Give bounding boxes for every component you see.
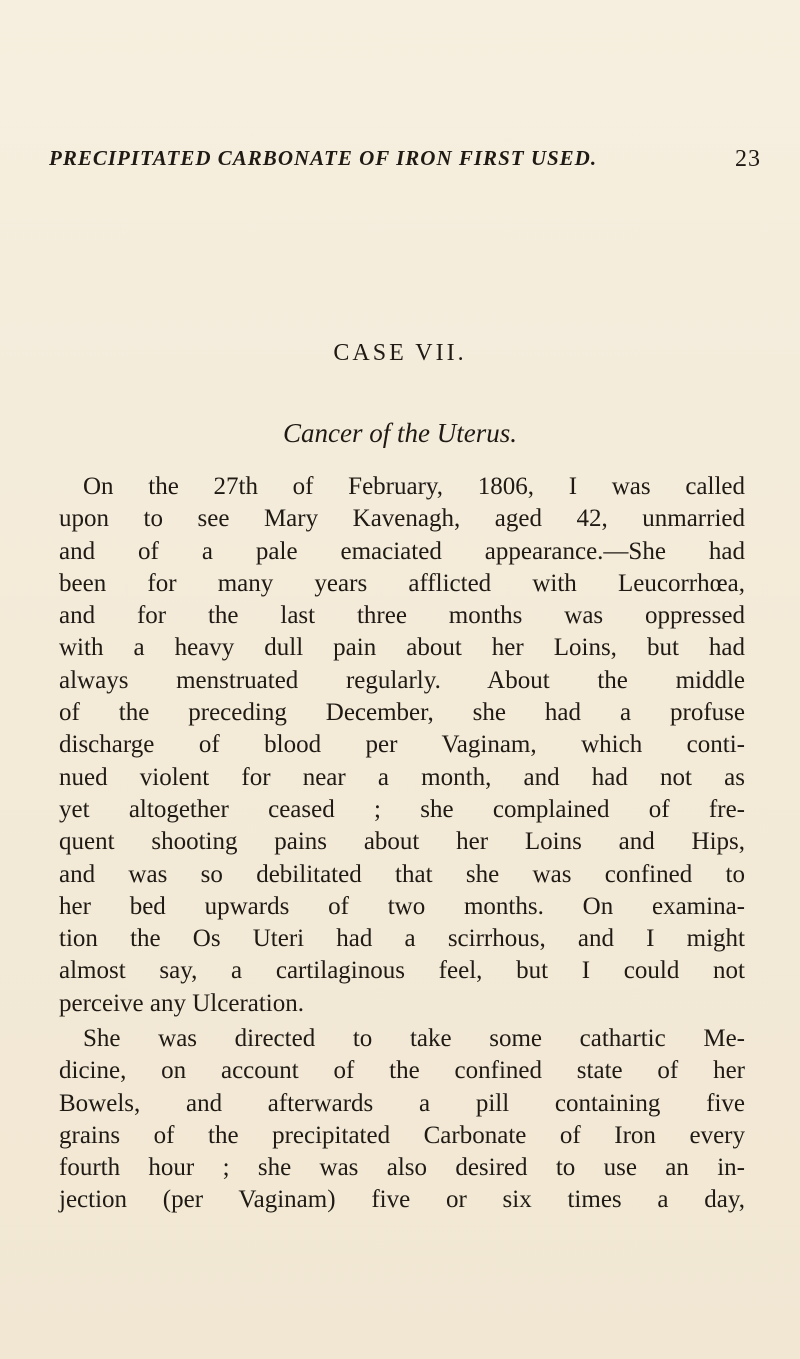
text-line: grains of the precipitated Carbonate of Iron every [59,1121,745,1149]
text-line: of the preceding December, she had a profuse [59,699,745,727]
page-number: 23 [735,146,761,172]
case-subtitle: Cancer of the Uterus. [283,418,517,448]
text-line: almost say, a cartilaginous feel, but I could not [59,957,745,985]
paragraph-1 [59,471,745,1020]
text-line: been for many years afflicted with Leucorrhœa, [59,569,745,597]
text-line: dicine, on account of the confined state of her [59,1057,745,1085]
text-line: tion the Os Uteri had a scirrhous, and I might [59,925,745,953]
text-line: and was so debilitated that she was confined to [59,860,745,888]
text-line: perceive any Ulceration. [59,989,305,1017]
paragraph-2 [59,1023,745,1217]
text-line: Bowels, and afterwards a pill containing five [59,1089,745,1117]
text-line: On the 27th of February, 1806, I was called [83,473,745,500]
text-line: She was directed to take some cathartic Me- [83,1025,745,1052]
text-line: discharge of blood per Vaginam, which conti- [59,731,745,759]
text-line: quent shooting pains about her Loins and Hips, [59,828,745,856]
text-line: and of a pale emaciated appearance.—She had [59,537,745,565]
running-head-title: PRECIPITATED CARBONATE OF IRON FIRST USED. [49,146,598,170]
text-line: nued violent for near a month, and had not as [59,763,745,791]
text-line: and for the last three months was oppressed [59,602,745,630]
text-line: yet altogether ceased ; she complained of fre- [59,795,745,823]
text-line: with a heavy dull pain about her Loins, but had [59,634,745,662]
case-heading: CASE VII. [333,340,467,366]
text-line: jection (per Vaginam) five or six times a day, [59,1186,745,1214]
text-line: her bed upwards of two months. On examina- [59,892,745,920]
text-line: always menstruated regularly. About the middle [59,666,745,694]
text-line: upon to see Mary Kavenagh, aged 42, unmarried [59,505,745,533]
running-head [49,146,761,182]
text-line: fourth hour ; she was also desired to use an in- [59,1154,745,1182]
